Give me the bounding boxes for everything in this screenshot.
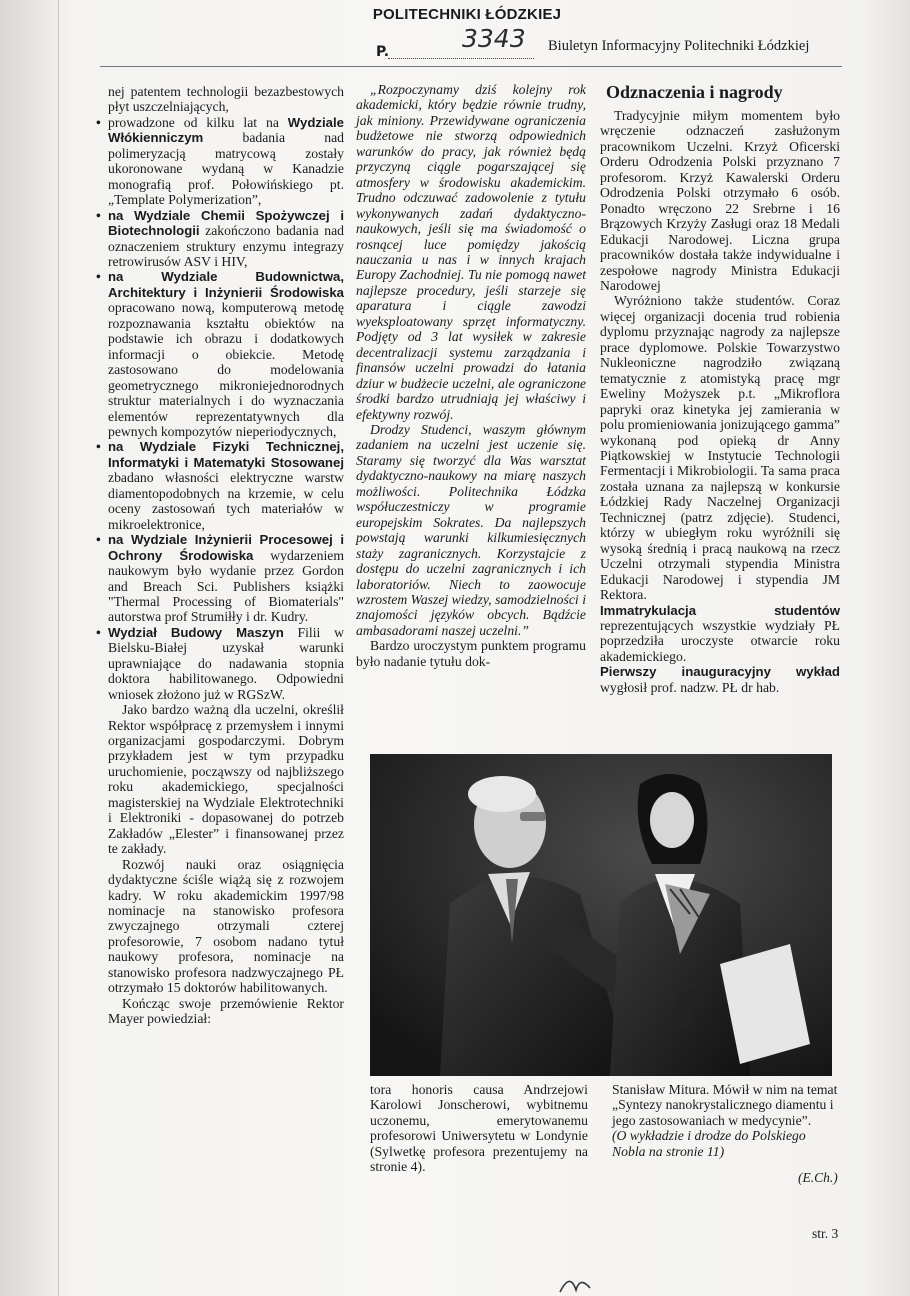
faculty-achievements-list bbox=[108, 115, 344, 702]
paragraph bbox=[600, 603, 840, 665]
list-item bbox=[98, 208, 344, 270]
section-title: Odznaczenia i nagrody bbox=[606, 82, 783, 102]
photo-caption-left: tora honoris causa Andrzejowi Karolowi Jonscherowi, wybitnemu uczonemu, emerytowanemu profesorowi Uniwersytetu w Londynie (Sylwetkę profesora prezentujemy na stronie 4). bbox=[370, 1082, 588, 1175]
handwritten-p: P. bbox=[376, 44, 390, 60]
column-right bbox=[600, 82, 840, 695]
dotted-line bbox=[388, 58, 534, 59]
photo-image bbox=[370, 754, 832, 1076]
column-middle bbox=[356, 82, 586, 669]
rector-quote-students: Drodzy Studenci, waszym głównym zadaniem na uczelni jest uczenie się. Staramy się tworzyć dla Was warsztat dydaktyczno-naukowy na miarę naszych możliwości. Politechnika Łódzka współuczestniczy w programie europejskim Sokrates. Da najlepszych powstają warunki kilkumiesięcznych staży zagranicznych. Korzystajcie z dostępu do uczelni zagranicznych i ich laboratoriów. Niech to zaowocuje wzrostem Waszej wiedzy, samodzielności i znajomości języków obcych. Bądźcie ambasadorami naszej uczelni.” bbox=[356, 421, 586, 638]
faculty-name: Wydział Budowy Maszyn bbox=[108, 624, 284, 640]
list-item bbox=[98, 625, 344, 702]
faculty-name: na Wydziale Budownictwa, Architektury i Inżynierii Środowiska bbox=[108, 269, 344, 300]
photo-caption-right bbox=[612, 1082, 842, 1159]
item-text: wydarzeniem naukowym było wydanie przez Gordon and Breach Sci. Publishers książki "Thermal Processing of Biomaterials" autorstwa prof Strumiłły i dr. Kudry. bbox=[108, 547, 344, 625]
intro-text: nej patentem technologii bezazbestowych płyt uszczelniających, bbox=[108, 84, 344, 115]
binding-edge bbox=[58, 0, 59, 1296]
header-rule bbox=[100, 66, 842, 67]
list-item bbox=[98, 269, 344, 439]
rector-quote: „Rozpoczynamy dziś kolejny rok akademicki, który będzie równie trudny, jak miniony. Przewidywane ograniczenia budżetowe nie stworzą odpowiednich warunków do pracy, jak również będą przyczyną ciągle pogarszającej się atmosfery w środowisku akademickim. Trudno odczuwać zadowolenie z tytułu wykonywanych zadań dydaktyczno-naukowych, jeśli się ma świadomość o rosnącej luce pomiędzy jakością nauczania u nas i w innych krajach Europy Zachodniej. Tu nie pomogą nawet najlepsze procedury, jeśli starzeje się aparatura i ciągle zawodzi wyeksploatowany sprzęt informatyczny. Podjęty od 3 lat wysiłek w zakresie decentralizacji systemu zarządzania i finansów uczelni prowadzi do łatania dziur w budżecie uczelni, ale ograniczone środki bardzo utrudniają jej właściwy i efektywny rozwój. bbox=[356, 82, 586, 422]
faculty-name: na Wydziale Fizyki Technicznej, Informatyki i Matematyki Stosowanej bbox=[108, 439, 344, 470]
masthead: POLITECHNIKI ŁÓDZKIEJ bbox=[372, 6, 562, 23]
paragraph: Jako bardzo ważną dla uczelni, określił Rektor współpracę z przemysłem i innymi organizacjami gospodarczymi. Dobrym przykładem jest w tym przypadku uruchomienie, począwszy od najbliższego roku akademickiego, specjalności magisterskiej na Wydziale Elektrotechniki i Elektroniki - dopasowanej do potrzeb Zakładów „Elester” i finansowanej przez te zakłady. bbox=[108, 702, 344, 857]
item-text: Filii w Bielsku-Białej uzyskał warunki uprawniające do nadawania stopnia doktora habilitowanego. Odpowiedni wniosek złożono już w RGSzW. bbox=[108, 624, 344, 702]
paragraph: Wyróżniono także studentów. Coraz więcej organizacji docenia trud robienia dyplomu przyznając nagrody za najlepsze prace dyplomowe. Polskie Towarzystwo Nukleoniczne nagrodziło związaną tematycznie z atomistyką pracę mgr Eweliny Możyszek p.t. „Mikroflora papryki oraz kinetyka jej zamierania w polu promieniowania jonizującego gamma” wykonaną pod opieką dr Anny Piątkowskiej w Instytucie Technologii Fermentacji i Mikrobiologii. Ta sama praca została uznana za najlepszą w konkursie Łódzkiej Rady Naczelnej Organizacji Technicznej (patrz zdjęcie). Studenci, którzy w ubiegłym roku wyróżnili się wysoką średnią i pracą naukową na rzecz Uczelni otrzymali stypendia Ministra Edukacji Narodowej i stypendia JM Rektora. bbox=[600, 293, 840, 603]
author-signature: (E.Ch.) bbox=[798, 1170, 838, 1185]
paragraph bbox=[600, 664, 840, 695]
bulletin-title: Biuletyn Informacyjny Politechniki Łódzkiej bbox=[548, 38, 810, 54]
paragraph-text: wygłosił prof. nadzw. PŁ dr hab. bbox=[600, 679, 780, 695]
item-text: zbadano własności elektryczne warstw diamentopodobnych na krzemie, w celu oceny zastosowań tych materiałów w mikroelektronice, bbox=[108, 470, 344, 532]
list-item bbox=[98, 439, 344, 532]
column-left bbox=[108, 84, 344, 1027]
faculty-name: na Wydziale Inżynierii Procesowej i Ochrony Środowiska bbox=[108, 532, 344, 563]
paragraph-text: reprezentujących wszystkie wydziały PŁ poprzedziła uroczyste otwarcie roku akademickiego. bbox=[600, 617, 840, 664]
bold-lead: Immatrykulacja studentów bbox=[600, 602, 840, 618]
item-text: opracowano nową, komputerową metodę rozpoznawania kształtu obiektów na podstawie ich obrazu i dodatkowych informacji o obiekcie. Metodę zastosowano do modelowania geometrycznego mikroniejednorodnych struktur materialnych i do wyznaczania elementów reprezentatywnych dla pewnych kompozytów nieperiodycznych, bbox=[108, 300, 344, 439]
faculty-name: na Wydziale Chemii Spożywczej i Biotechnologii bbox=[108, 207, 344, 239]
paragraph: Bardzo uroczystym punktem programu było nadanie tytułu dok- bbox=[356, 638, 586, 669]
bold-lead: Pierwszy inauguracyjny wykład bbox=[600, 664, 840, 680]
caption-note: (O wykładzie i drodze do Polskiego Nobla na stronie 11) bbox=[612, 1128, 806, 1159]
item-text: badania nad polimeryzacją matrycową zostały ukoronowane wydaną w Kanadzie monografią prof. Połowińskiego pt. „Template Polymerization”, bbox=[108, 130, 344, 208]
paragraph: Rozwój nauki oraz osiągnięcia dydaktyczne ściśle wiążą się z rozwojem kadry. W roku akademickim 1997/98 nominacje na stanowisko profesora zwyczajnego otrzymali czterej profesorowie, 7 osobom nadano tytuł naukowy profesora, nominacje na stanowisko profesora nadzwyczajnego PŁ otrzymało 15 doktorów habilitowanych. bbox=[108, 856, 344, 996]
item-text: prowadzone od kilku lat na bbox=[108, 114, 288, 130]
handwritten-number: 3343 bbox=[462, 24, 526, 53]
list-item bbox=[98, 115, 344, 208]
paragraph: Kończąc swoje przemówienie Rektor Mayer powiedział: bbox=[108, 995, 344, 1027]
award-ceremony-photo bbox=[370, 754, 832, 1076]
paragraph: Tradycyjnie miłym momentem było wręczenie odznaczeń zasłużonym pracownikom Uczelni. Krzyż Oficerski Orderu Odrodzenia Polski przyznano 7 profesorom. Krzyż Kawalerski Orderu Odrodzenia Polski otrzymało 6 osób. Ponadto wręczono 22 Srebrne i 16 Brązowych Krzyży Zasługi oraz 18 Medali Edukacji Narodowej. Liczna grupa pracowników dostała także indywidualne i zespołowe nagrody Ministra Edukacji Narodowej bbox=[600, 108, 840, 293]
item-text: zakończono badania nad oznaczeniem struktury enzymu integrazy retrowirusów ASV i HIV, bbox=[108, 223, 344, 269]
list-item bbox=[98, 532, 344, 625]
page-number: str. 3 bbox=[812, 1226, 839, 1241]
pen-scribble bbox=[556, 1270, 616, 1296]
caption-text: Stanisław Mitura. Mówił w nim na temat „Syntezy nanokrystalicznego diamentu i jego zastosowaniach w medycynie”. bbox=[612, 1082, 838, 1128]
faculty-name: Wydziale Włókienniczym bbox=[108, 114, 344, 146]
